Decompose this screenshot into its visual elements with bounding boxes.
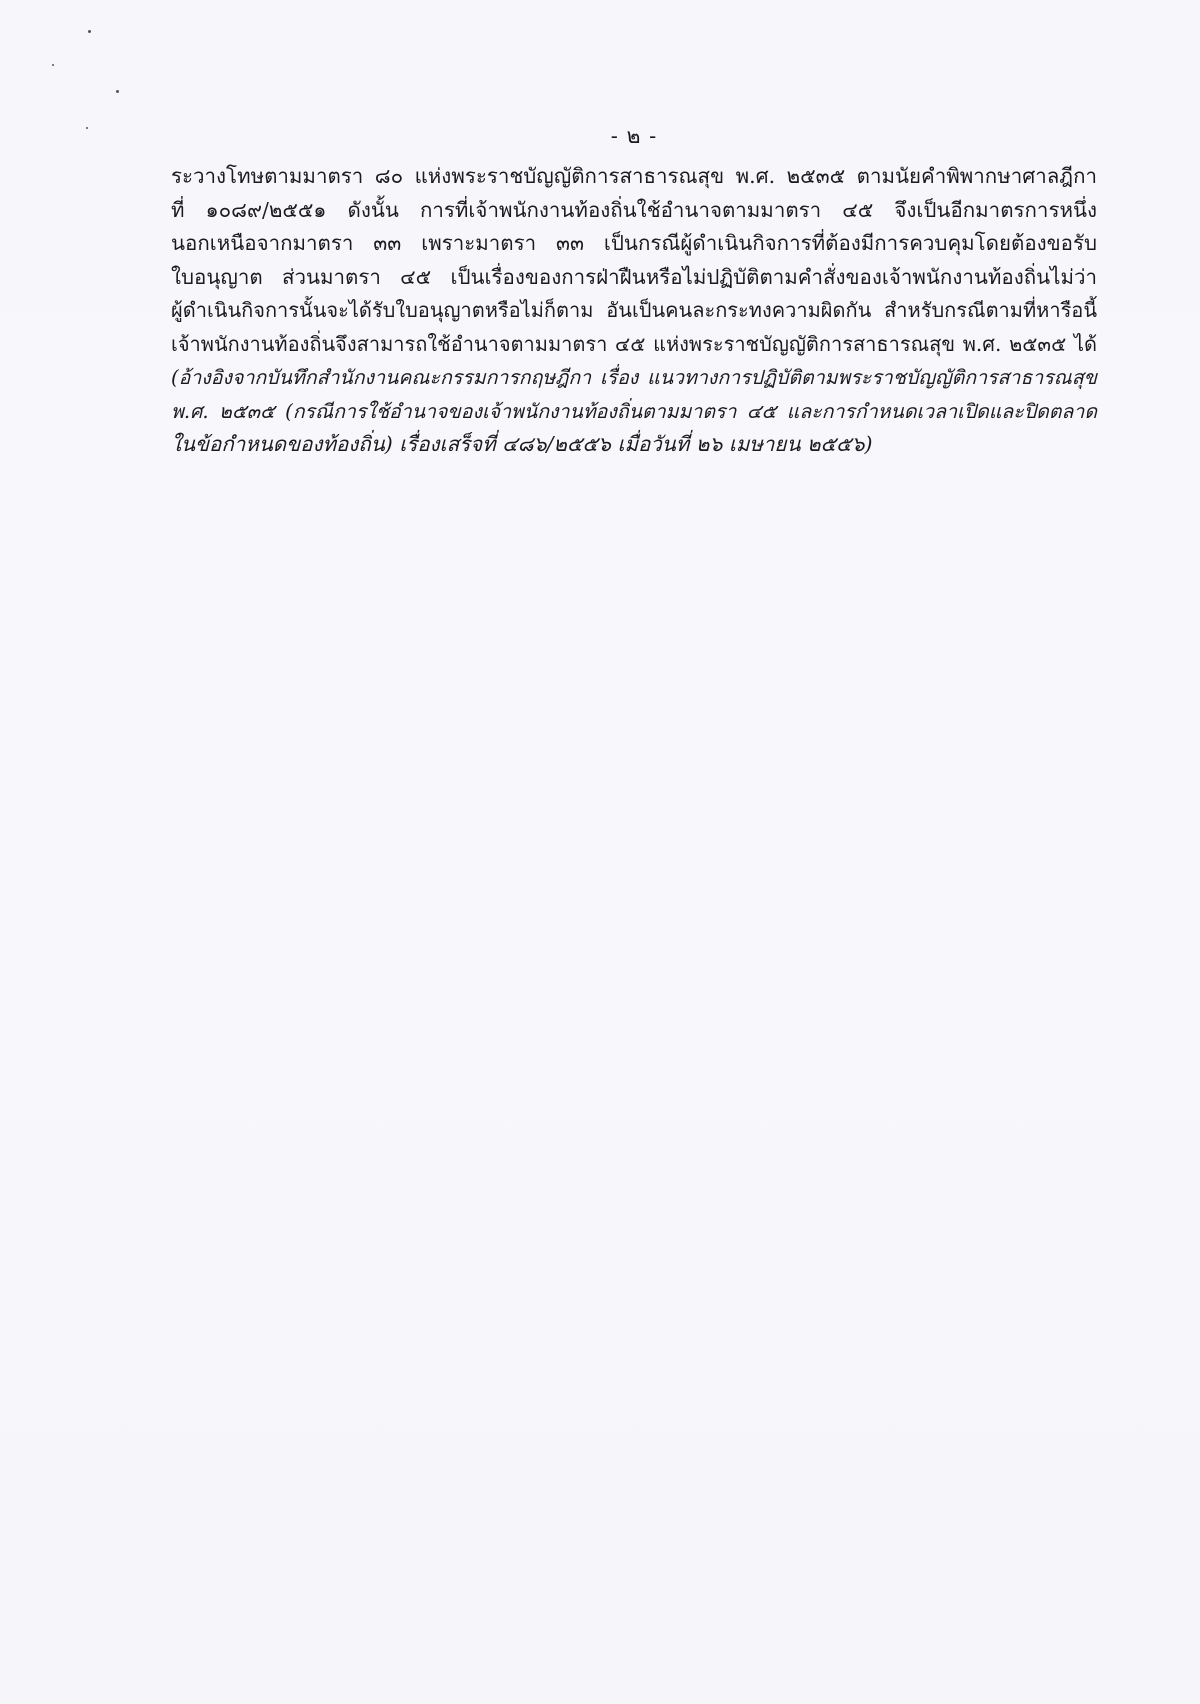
paragraph-line: เจ้าพนักงานท้องถิ่นจึงสามารถใช้อำนาจตามมาตรา ๔๕ แห่งพระราชบัญญัติการสาธารณสุข พ.ศ. ๒๕๓๕ ได้ (171, 331, 1097, 356)
paragraph-line: นอกเหนือจากมาตรา ๓๓ เพราะมาตรา ๓๓ เป็นกรณีผู้ดำเนินกิจการที่ต้องมีการควบคุมโดยต้องขอรับ (171, 231, 1097, 255)
citation-line: ในข้อกำหนดของท้องถิ่น) เรื่องเสร็จที่ ๔๘๖/๒๕๕๖ เมื่อวันที่ ๒๖ เมษายน ๒๕๕๖) (171, 432, 873, 456)
paragraph-line: ใบอนุญาต ส่วนมาตรา ๔๕ เป็นเรื่องของการฝ่าฝืนหรือไม่ปฏิบัติตามคำสั่งของเจ้าพนักงานท้องถิ่นไม่ว่า (171, 264, 1097, 289)
main-paragraph (171, 160, 1097, 361)
paragraph-line: ผู้ดำเนินกิจการนั้นจะได้รับใบอนุญาตหรือไม่ก็ตาม อันเป็นคนละกระทงความผิดกัน สำหรับกรณีตามที่หารือนี้ (171, 298, 1097, 322)
paragraph-line: ระวางโทษตามมาตรา ๘๐ แห่งพระราชบัญญัติการสาธารณสุข พ.ศ. ๒๕๓๕ ตามนัยคำพิพากษาศาลฎีกา (171, 164, 1097, 188)
citation-line: พ.ศ. ๒๕๓๕ (กรณีการใช้อำนาจของเจ้าพนักงานท้องถิ่นตามมาตรา ๔๕ และการกำหนดเวลาเปิดและปิดตลาด (171, 399, 1097, 423)
scan-speck (88, 30, 91, 33)
paragraph-line: ที่ ๑๐๘๙/๒๕๕๑ ดังนั้น การที่เจ้าพนักงานท้องถิ่นใช้อำนาจตามมาตรา ๔๕ จึงเป็นอีกมาตรการหนึ่ง (171, 197, 1097, 222)
citation (171, 361, 1097, 462)
scan-speck (116, 90, 119, 93)
body-text (171, 160, 1097, 462)
scan-speck (52, 64, 54, 66)
page-number: - ๒ - (610, 124, 658, 148)
citation-line: (อ้างอิงจากบันทึกสำนักงานคณะกรรมการกฤษฎีกา เรื่อง แนวทางการปฏิบัติตามพระราชบัญญัติการสาธารณสุข (171, 366, 1097, 389)
